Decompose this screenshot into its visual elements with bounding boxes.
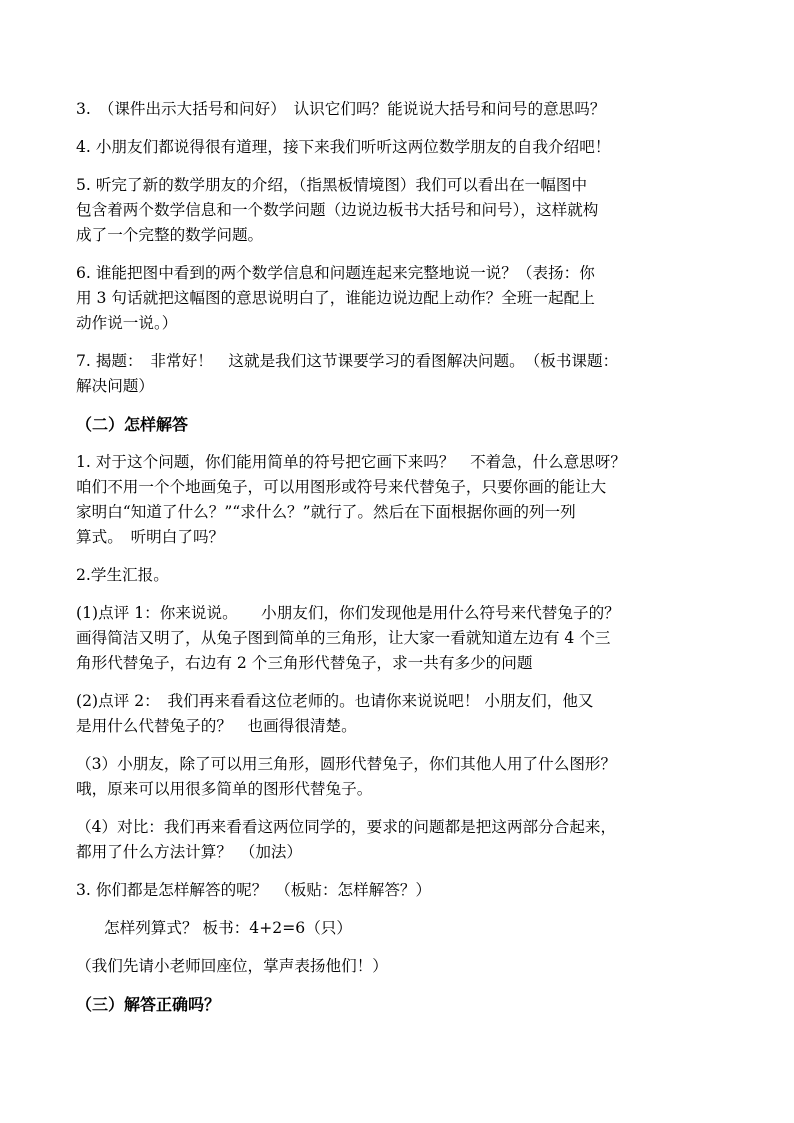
section-heading-is-answer-correct: （三）解答正确吗？	[76, 995, 221, 1014]
section2-paragraph-2	[76, 563, 734, 588]
section2-paragraph-1	[76, 450, 734, 550]
paragraph-3	[76, 97, 734, 122]
text-line: 5. 听完了新的数学朋友的介绍，（指黑板情境图）我们可以看出在一幅图中	[76, 176, 588, 194]
text-line: 3. （课件出示大括号和问好） 认识它们吗？能说说大括号和问号的意思吗？	[76, 100, 606, 118]
section2-paragraph-4	[76, 689, 734, 739]
paragraph-4	[76, 135, 734, 160]
text-line: （4）对比：我们再来看看这两位同学的，要求的问题都是把这两部分合起来，	[76, 818, 617, 836]
text-line: 用 3 句话就把这幅图的意思说明白了，谁能边说边配上动作？全班一起配上	[76, 289, 595, 307]
text-line: 算式。 听明白了吗？	[76, 528, 225, 546]
text-line: 动作说一说。）	[76, 314, 178, 332]
text-line: 2.学生汇报。	[76, 566, 169, 584]
text-line: 哦，原来可以用很多简单的图形代替兔子。	[76, 780, 373, 798]
text-line: 1. 对于这个问题，你们能用简单的符号把它画下来吗？ 不着急，什么意思呀？	[76, 453, 627, 471]
text-line: （我们先请小老师回座位，掌声表扬他们！）	[76, 957, 388, 975]
section2-paragraph-6	[76, 815, 734, 865]
paragraph-6	[76, 261, 734, 336]
text-line: 6. 谁能把图中看到的两个数学信息和问题连起来完整地说一说？（表扬：你	[76, 264, 595, 282]
text-line: (2)点评 2： 我们再来看看这位老师的。也请你来说说吧！ 小朋友们，他又	[76, 692, 594, 710]
text-line: 是用什么代替兔子的？ 也画得很清楚。	[76, 717, 357, 735]
text-line: 解决问题）	[76, 377, 154, 395]
text-line: 都用了什么方法计算？ （加法）	[76, 843, 303, 861]
text-line: (1)点评 1：你来说说。 小朋友们，你们发现他是用什么符号来代替兔子的？	[76, 604, 620, 622]
text-line: 画得简洁又明了，从兔子图到简单的三角形，让大家一看就知道左边有 4 个三	[76, 629, 611, 647]
section2-paragraph-5	[76, 752, 734, 802]
text-line: 4. 小朋友们都说得很有道理，接下来我们听听这两位数学朋友的自我介绍吧！	[76, 138, 611, 156]
text-line: 7. 揭题： 非常好！ 这就是我们这节课要学习的看图解决问题。 （板书课题：	[76, 352, 619, 370]
section2-paragraph-8	[76, 916, 734, 941]
section2-paragraph-7	[76, 878, 734, 903]
text-line: 家明白“知道了什么？”“求什么？”就行了。然后在下面根据你画的列一列	[76, 503, 576, 521]
text-line: 包含着两个数学信息和一个数学问题（边说边板书大括号和问号），这样就构	[76, 201, 599, 219]
paragraph-7	[76, 349, 734, 399]
text-line: 3. 你们都是怎样解答的呢？ （板贴：怎样解答？）	[76, 881, 432, 899]
text-line: 怎样列算式？ 板书：4+2=6（只）	[104, 919, 352, 937]
text-line: 咱们不用一个个地画兔子，可以用图形或符号来代替兔子，只要你画的能让大	[76, 478, 607, 496]
text-line: 角形代替兔子，右边有 2 个三角形代替兔子，求一共有多少的问题	[76, 654, 533, 672]
paragraph-5	[76, 173, 734, 248]
text-line: （3）小朋友，除了可以用三角形，圆形代替兔子，你们其他人用了什么图形？	[76, 755, 617, 773]
text-line: 成了一个完整的数学问题。	[76, 226, 264, 244]
section2-paragraph-9	[76, 954, 734, 979]
section2-paragraph-3	[76, 601, 734, 676]
section-heading-how-to-solve: （二）怎样解答	[76, 415, 189, 434]
